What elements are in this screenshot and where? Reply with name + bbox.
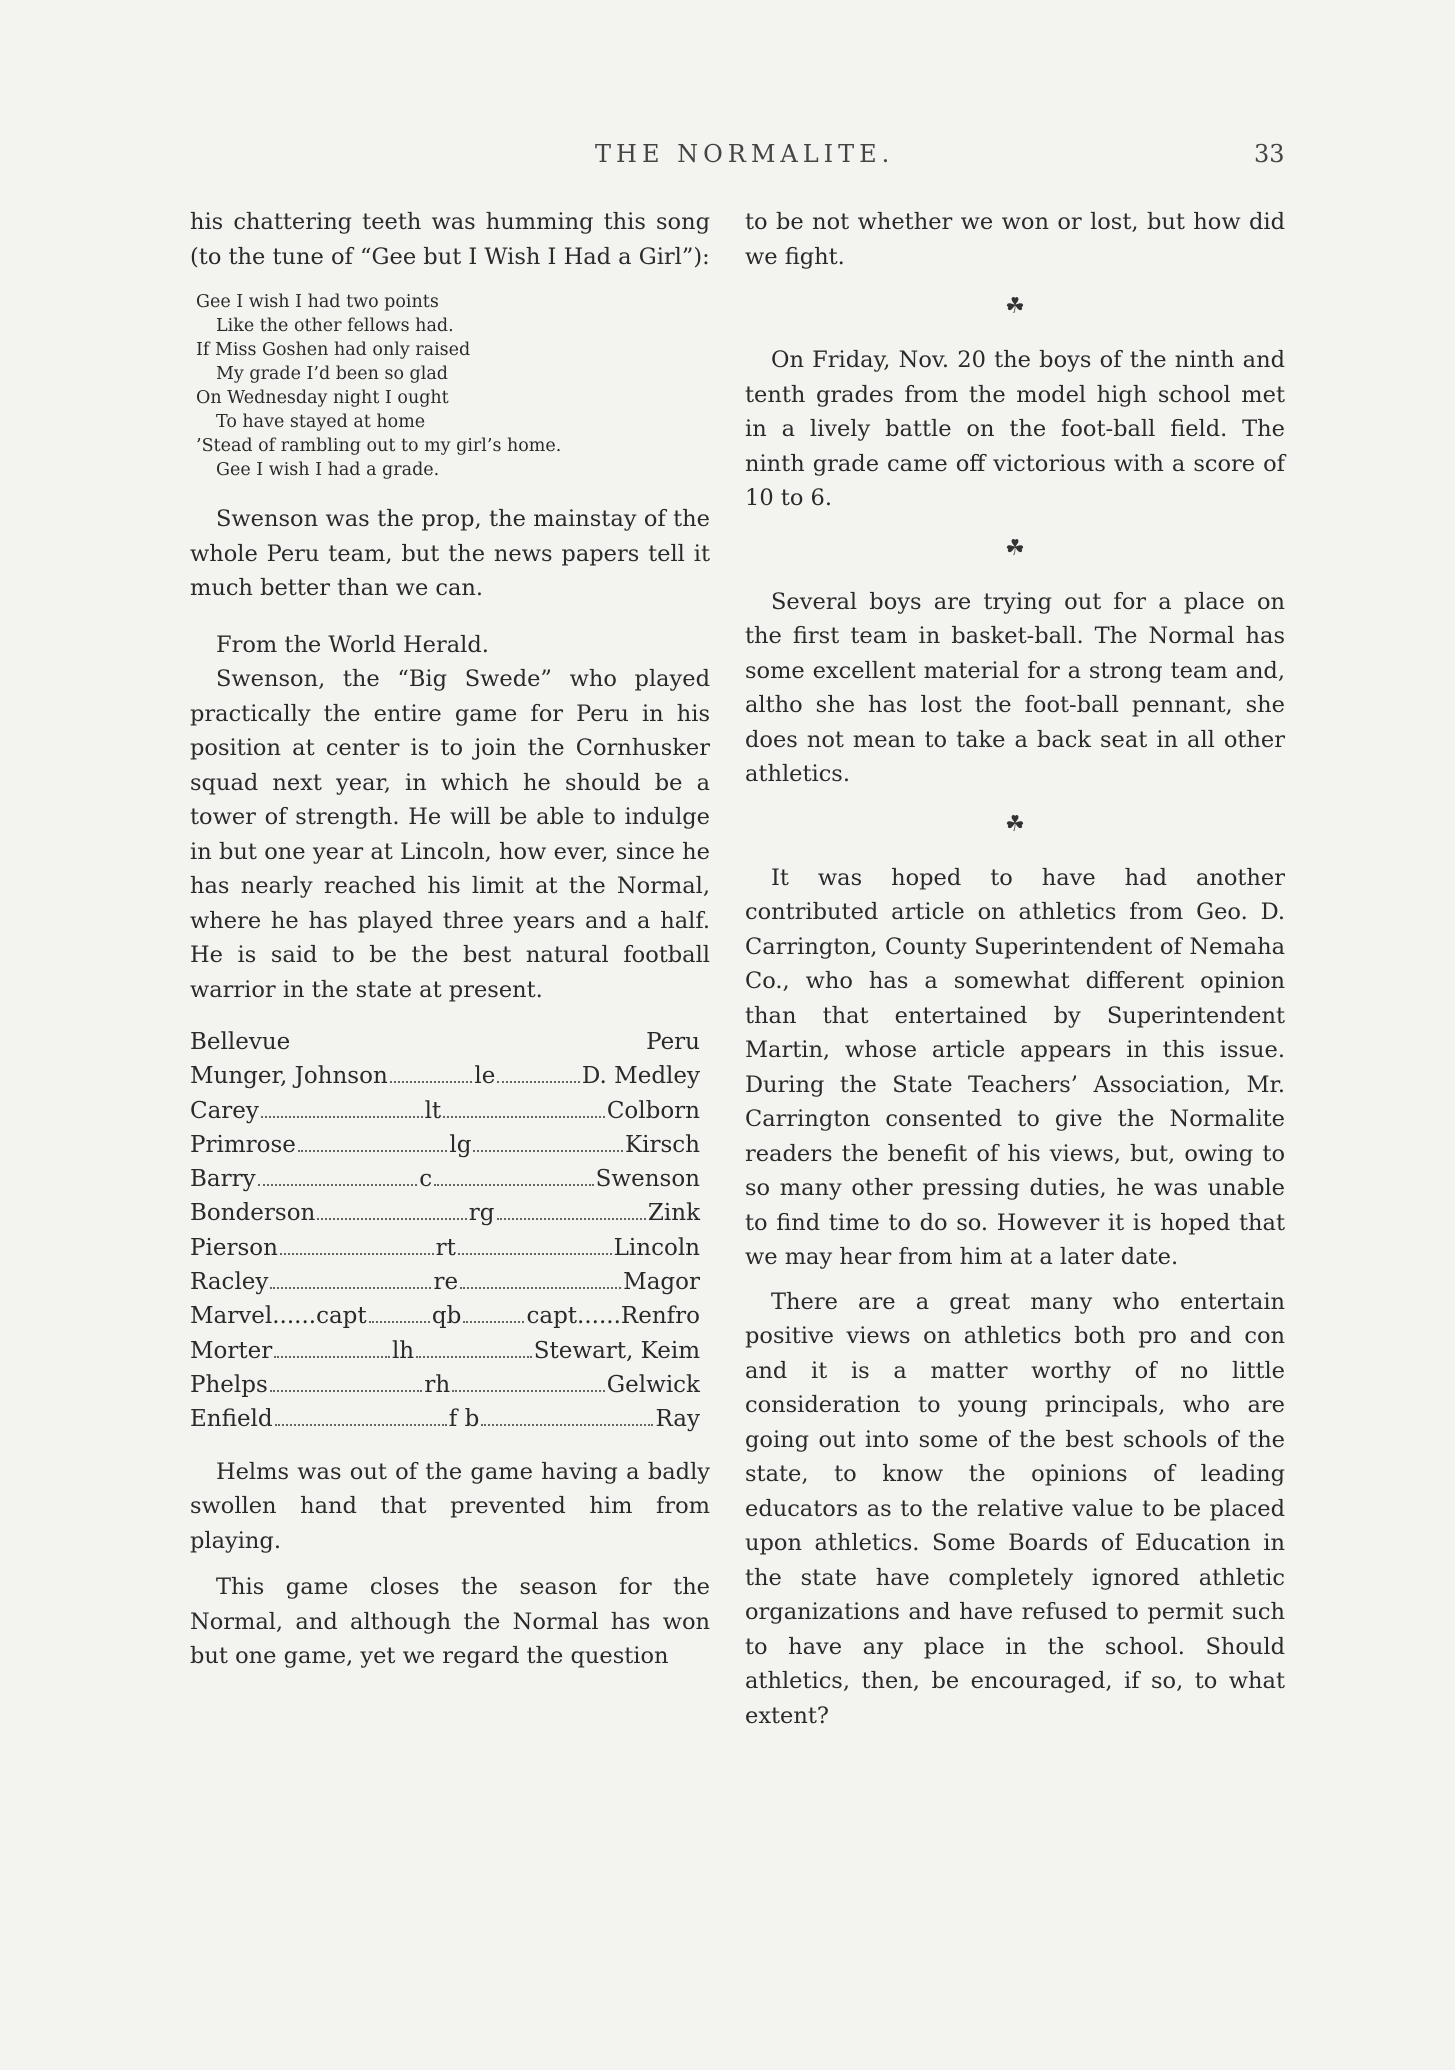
lineup-row — [190, 1196, 700, 1230]
lineup-row — [190, 1162, 700, 1196]
bellevue-player: Munger, Johnson — [190, 1063, 388, 1090]
lineup-header-row — [190, 1025, 700, 1059]
peru-player: Lincoln — [613, 1234, 700, 1261]
friday-paragraph: On Friday, Nov. 20 the boys of the ninth and tenth grades from the model high school met in a lively battle on the foot-ball field. The ninth grade came off victorious with a score of 10 to 6. — [745, 347, 1285, 511]
ornament-separator: ☘ — [1005, 811, 1025, 837]
page-header — [0, 140, 1455, 180]
song-intro: his chattering teeth was humming this song (to the tune of “Gee but I Wish I Had a Girl”): — [190, 209, 710, 270]
lineup-row — [190, 1402, 700, 1436]
lineup-row — [190, 1128, 700, 1162]
bellevue-player: Bonderson — [190, 1200, 316, 1227]
peru-player: Kirsch — [624, 1131, 700, 1158]
peru-player: Stewart, Keim — [533, 1337, 701, 1364]
peru-player: Zink — [647, 1200, 701, 1227]
peru-player: Magor — [623, 1269, 700, 1296]
position: f b — [448, 1406, 480, 1433]
lineup-row — [190, 1299, 700, 1333]
bellevue-player: Primrose — [190, 1131, 296, 1158]
position: qb — [431, 1303, 462, 1330]
running-title: THE NORMALITE. — [595, 140, 895, 168]
bellevue-player: Barry — [190, 1166, 256, 1193]
position: rt — [435, 1234, 456, 1261]
right-column — [745, 205, 1285, 1733]
season-paragraph: This game closes the season for the Normal, and although the Normal has won but one game, yet we regard the question — [190, 1574, 710, 1670]
peru-player: D. Medley — [581, 1063, 701, 1090]
peru-player: Colborn — [606, 1097, 700, 1124]
lineup-table — [190, 1025, 700, 1059]
verse-line: Like the other fellows had. — [216, 316, 454, 336]
bellevue-player: Carey — [190, 1097, 259, 1124]
bellevue-player: Pierson — [190, 1234, 278, 1261]
position: le — [474, 1063, 496, 1090]
lineup-row — [190, 1368, 700, 1402]
ornament-separator: ☘ — [1005, 294, 1025, 319]
verse-line: If Miss Goshen had only raised — [196, 340, 471, 360]
athletics-paragraph: There are a great many who entertain positive views on athletics both pro and con and it is a matter worthy of no little consideration to young principals, who are going out into some of the best schools of the state, to know the opinions of leading educators as to the relative value to be placed upon athletics. Some Boards of Education in the state have completely ignored athletic organizations and have refused to permit such to have any place in the school. Should athletics, then, be encouraged, if so, to what extent? — [745, 1288, 1285, 1729]
position: lt — [424, 1097, 442, 1124]
peru-player: capt......Renfro — [526, 1303, 701, 1330]
herald-paragraph: Swenson, the “Big Swede” who played practically the entire game for Peru in his position at center is to join the Cornhusker squad next year, in which he should be a tower of strength. He will be able to indulge in but one year at Lincoln, how ever, since he has nearly reached his limit at the Normal, where he has played three years and a half. He is said to be the best natural football warrior in the state at present. — [190, 666, 710, 1003]
ornament-separator: ☘ — [1005, 535, 1025, 561]
peru-player: Gelwick — [606, 1371, 700, 1398]
verse-line: To have stayed at home — [216, 412, 426, 432]
position: lg — [449, 1131, 472, 1158]
lineup-row — [190, 1231, 700, 1265]
lineup-rows — [190, 1059, 710, 1436]
lineup-row — [190, 1334, 700, 1368]
verse-line: ’Stead of rambling out to my girl’s home. — [196, 436, 562, 456]
verse-line: My grade I’d been so glad — [216, 364, 448, 384]
verse-line: Gee I wish I had a grade. — [216, 460, 440, 480]
page-number: 33 — [1254, 140, 1285, 168]
continued-paragraph: to be not whether we won or lost, but how did we fight. — [745, 209, 1285, 270]
lineup-row — [190, 1059, 700, 1093]
lineup-left-team: Bellevue — [190, 1029, 291, 1056]
position: rg — [468, 1200, 495, 1227]
peru-player: Ray — [655, 1406, 700, 1433]
swenson-paragraph: Swenson was the prop, the mainstay of the whole Peru team, but the news papers tell it much better than we can. — [190, 506, 710, 601]
position: lh — [391, 1337, 415, 1364]
position: re — [433, 1269, 459, 1296]
lineup-row — [190, 1265, 700, 1299]
bellevue-player: Phelps — [190, 1371, 268, 1398]
left-column — [190, 205, 710, 1674]
basketball-paragraph: Several boys are trying out for a place on the first team in basket-ball. The Normal has some excellent material for a strong team and, altho she has lost the foot-ball pennant, she does not mean to take a back seat in all other athletics. — [745, 588, 1285, 787]
peru-player: Swenson — [595, 1166, 700, 1193]
song-verse — [190, 290, 710, 482]
bellevue-player: Racley — [190, 1269, 269, 1296]
position: c — [419, 1166, 433, 1193]
verse-line: Gee I wish I had two points — [196, 292, 439, 312]
bellevue-player: Morter — [190, 1337, 273, 1364]
bellevue-player: Marvel......capt — [190, 1303, 367, 1330]
bellevue-player: Enfield — [190, 1406, 273, 1433]
lineup-row — [190, 1094, 700, 1128]
verse-line: On Wednesday night I ought — [196, 388, 449, 408]
source-line: From the World Herald. — [216, 631, 489, 658]
helms-paragraph: Helms was out of the game having a badly swollen hand that prevented him from playing. — [190, 1458, 710, 1554]
carrington-paragraph: It was hoped to have had another contributed article on athletics from Geo. D. Carrington, County Superintendent of Nemaha Co., who has a somewhat different opinion than that entertained by Superintendent Martin, whose article appears in this issue. During the State Teachers’ Association, Mr. Carrington consented to give the Normalite readers the benefit of his views, but, owing to so many other pressing duties, he was unable to find time to do so. However it is hoped that we may hear from him at a later date. — [745, 864, 1285, 1270]
lineup-right-team: Peru — [646, 1029, 700, 1056]
position: rh — [424, 1371, 451, 1398]
